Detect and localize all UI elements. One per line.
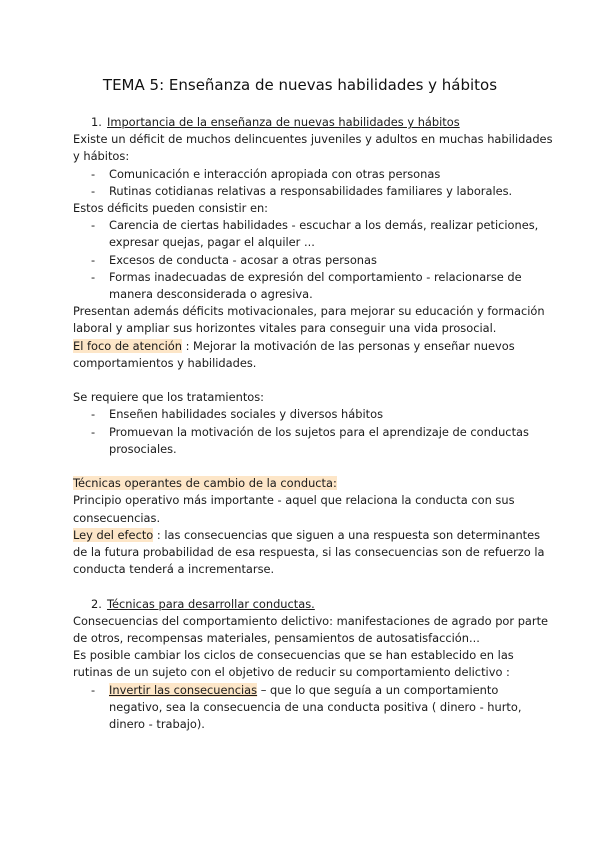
s2-paragraph-1: Consecuencias del comportamiento delictivo: manifestaciones de agrado por parte de otros, recompensas materiales, pensamientos de autosatisfacción... [73,613,549,646]
techniques-label-highlight: Técnicas operantes de cambio de la conducta: [73,476,337,491]
s1-list-2 [73,217,553,303]
section-1-heading [73,114,553,131]
list-item-text: – que lo que seguía a un comportamiento negativo, sea la consecuencia de una conducta positiva ( dinero - hurto, dinero - trabajo). [109,682,522,732]
law-of-effect-paragraph [73,527,553,579]
dash-bullet: - [91,252,96,267]
section-1-number: 1. [91,115,102,129]
page-title: TEMA 5: Enseñanza de nuevas habilidades y hábitos [102,76,498,94]
s2-list [73,682,553,734]
list-item-text: Formas inadecuadas de expresión del comportamiento - relacionarse de manera desconsiderada o agresiva. [109,269,522,302]
section-2-number: 2. [91,596,102,611]
s2-paragraph-2: Es posible cambiar los ciclos de consecuencias que se han establecido en las rutinas de un sujeto con el objetivo de reducir su comportamiento delictivo : [73,648,514,680]
dash-bullet: - [91,183,96,198]
list-item-text: Promuevan la motivación de los sujetos para el aprendizaje de conductas prosociales. [109,424,529,456]
focus-text: : Mejorar la motivación de las personas y enseñar nuevos comportamientos y habilidades. [73,338,515,370]
list-item [73,406,553,423]
dash-bullet: - [91,424,96,439]
focus-paragraph [73,338,553,372]
section-2-heading-text: Técnicas para desarrollar conductas. [107,596,315,611]
s1-paragraph-4: Se requiere que los tratamientos: [73,390,265,405]
s1-list-1 [73,166,553,200]
list-item [73,183,553,200]
dash-bullet: - [91,269,96,284]
list-item-text: Comunicación e interacción apropiada con otras personas [109,166,441,181]
techniques-heading [73,475,553,492]
dash-bullet: - [91,166,96,181]
list-item-text: Carencia de ciertas habilidades - escuchar a los demás, realizar peticiones, expresar quejas, pagar el alquiler ... [109,218,539,250]
list-item [73,269,553,303]
list-item [73,217,553,251]
spacer [73,578,553,595]
s1-paragraph-1: Existe un déficit de muchos delincuentes juveniles y adultos en muchas habilidades y hábitos: [73,132,553,164]
law-text: : las consecuencias que siguen a una respuesta son determinantes de la futura probabilidad de esa respuesta, si las consecuencias son de refuerzo la conducta tenderá a incrementarse. [73,527,545,577]
s1-paragraph-5: Principio operativo más importante - aquel que relaciona la conducta con sus consecuencias. [73,493,515,525]
invert-label-highlight: Invertir las consecuencias [109,682,258,697]
spacer [73,458,553,475]
s1-paragraph-3: Presentan además déficits motivacionales, para mejorar su educación y formación laboral y ampliar sus horizontes vitales para conseguir una vida prosocial. [73,304,545,336]
list-item [73,166,553,183]
s1-paragraph-2: Estos déficits pueden consistir en: [73,201,269,216]
list-item-text: Excesos de conducta - acosar a otras personas [109,252,377,267]
law-label-highlight: Ley del efecto [73,527,154,542]
s1-list-3 [73,406,553,458]
section-1-heading-text: Importancia de la enseñanza de nuevas habilidades y hábitos [107,115,460,129]
document-body [73,114,553,733]
list-item-text: Rutinas cotidianas relativas a responsabilidades familiares y laborales. [109,183,513,198]
dash-bullet: - [91,682,96,697]
list-item [73,682,553,734]
section-2-heading [73,596,553,613]
dash-bullet: - [91,407,96,422]
list-item [73,252,553,269]
list-item-text: Enseñen habilidades sociales y diversos hábitos [109,407,384,422]
spacer [73,372,553,389]
dash-bullet: - [91,218,96,233]
list-item [73,424,553,458]
focus-label-highlight: El foco de atención [73,338,182,353]
